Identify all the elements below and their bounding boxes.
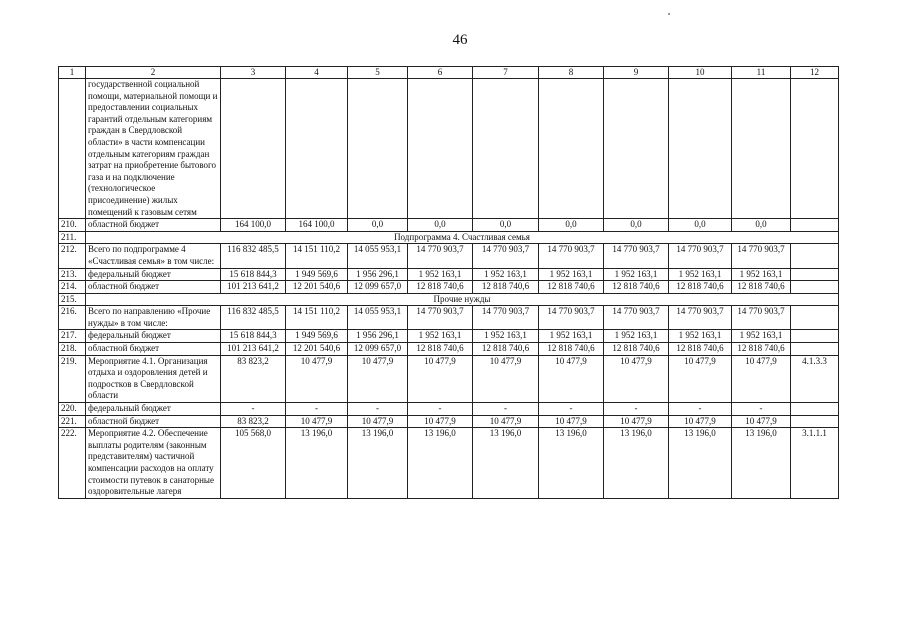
row-description: федеральный бюджет <box>86 268 221 281</box>
column-header: 12 <box>791 67 839 79</box>
value-cell: 1 952 163,1 <box>669 330 732 343</box>
value-cell: 1 952 163,1 <box>473 330 539 343</box>
value-cell: 10 477,9 <box>408 415 473 428</box>
table-row <box>59 306 839 330</box>
value-cell: - <box>604 403 669 416</box>
row-number: 218. <box>59 343 86 356</box>
column-header: 10 <box>669 67 732 79</box>
table-row <box>59 79 839 219</box>
table-row <box>59 219 839 232</box>
column-header: 11 <box>732 67 791 79</box>
value-cell: 1 956 296,1 <box>348 330 408 343</box>
section-title: Прочие нужды <box>86 293 839 306</box>
value-cell: 1 952 163,1 <box>539 268 604 281</box>
value-cell: 12 818 740,6 <box>732 343 791 356</box>
value-cell: 14 770 903,7 <box>473 244 539 268</box>
code-cell <box>791 244 839 268</box>
code-cell: 4.1.3.3 <box>791 355 839 402</box>
row-number: 212. <box>59 244 86 268</box>
value-cell <box>732 79 791 219</box>
value-cell: 12 201 540,6 <box>286 281 348 294</box>
value-cell: 14 151 110,2 <box>286 306 348 330</box>
value-cell: 101 213 641,2 <box>221 281 286 294</box>
value-cell: 10 477,9 <box>473 355 539 402</box>
code-cell <box>791 415 839 428</box>
value-cell: 12 818 740,6 <box>669 343 732 356</box>
value-cell: 1 952 163,1 <box>732 268 791 281</box>
row-description: Всего по подпрограмме 4 «Счастливая семья» в том числе: <box>86 244 221 268</box>
value-cell <box>539 79 604 219</box>
scan-speck <box>668 13 670 15</box>
row-number <box>59 79 86 219</box>
table-row <box>59 355 839 402</box>
value-cell: 83 823,2 <box>221 415 286 428</box>
value-cell: 105 568,0 <box>221 428 286 499</box>
table-row <box>59 268 839 281</box>
row-number: 210. <box>59 219 86 232</box>
value-cell: - <box>669 403 732 416</box>
value-cell: 14 770 903,7 <box>732 306 791 330</box>
value-cell: 1 952 163,1 <box>408 330 473 343</box>
value-cell <box>348 79 408 219</box>
row-description: федеральный бюджет <box>86 330 221 343</box>
row-number: 211. <box>59 231 86 244</box>
value-cell: 10 477,9 <box>604 415 669 428</box>
value-cell: 10 477,9 <box>348 415 408 428</box>
value-cell: 12 099 657,0 <box>348 281 408 294</box>
value-cell <box>286 79 348 219</box>
value-cell: 12 818 740,6 <box>604 343 669 356</box>
value-cell: 13 196,0 <box>286 428 348 499</box>
value-cell <box>473 79 539 219</box>
value-cell: 14 770 903,7 <box>473 306 539 330</box>
value-cell: 12 099 657,0 <box>348 343 408 356</box>
value-cell: 0,0 <box>408 219 473 232</box>
row-number: 220. <box>59 403 86 416</box>
column-header: 4 <box>286 67 348 79</box>
value-cell: 10 477,9 <box>286 415 348 428</box>
value-cell: 10 477,9 <box>732 415 791 428</box>
section-title: Подпрограмма 4. Счастливая семья <box>86 231 839 244</box>
column-header: 8 <box>539 67 604 79</box>
value-cell: 12 818 740,6 <box>473 343 539 356</box>
row-number: 219. <box>59 355 86 402</box>
value-cell: 10 477,9 <box>286 355 348 402</box>
value-cell: - <box>286 403 348 416</box>
row-number: 217. <box>59 330 86 343</box>
value-cell: 1 952 163,1 <box>604 330 669 343</box>
code-cell <box>791 281 839 294</box>
code-cell <box>791 330 839 343</box>
value-cell: 10 477,9 <box>539 355 604 402</box>
value-cell: 10 477,9 <box>669 355 732 402</box>
value-cell: 14 770 903,7 <box>539 306 604 330</box>
value-cell: - <box>348 403 408 416</box>
value-cell: - <box>408 403 473 416</box>
value-cell: 1 952 163,1 <box>539 330 604 343</box>
row-description: областной бюджет <box>86 281 221 294</box>
code-cell <box>791 343 839 356</box>
page-number: 46 <box>452 32 468 48</box>
value-cell: 164 100,0 <box>286 219 348 232</box>
header-row <box>59 67 839 79</box>
table-body <box>59 67 839 499</box>
value-cell: - <box>473 403 539 416</box>
value-cell: 0,0 <box>473 219 539 232</box>
column-header: 6 <box>408 67 473 79</box>
value-cell: 1 952 163,1 <box>473 268 539 281</box>
value-cell: 0,0 <box>348 219 408 232</box>
value-cell: 13 196,0 <box>348 428 408 499</box>
value-cell: 0,0 <box>732 219 791 232</box>
row-number: 221. <box>59 415 86 428</box>
value-cell: 14 770 903,7 <box>604 306 669 330</box>
table-row <box>59 281 839 294</box>
value-cell: 10 477,9 <box>669 415 732 428</box>
value-cell: 1 956 296,1 <box>348 268 408 281</box>
value-cell: 12 818 740,6 <box>539 343 604 356</box>
value-cell: 10 477,9 <box>473 415 539 428</box>
value-cell: 116 832 485,5 <box>221 244 286 268</box>
value-cell: 1 952 163,1 <box>669 268 732 281</box>
column-header: 9 <box>604 67 669 79</box>
value-cell <box>669 79 732 219</box>
value-cell: 10 477,9 <box>732 355 791 402</box>
value-cell: 13 196,0 <box>604 428 669 499</box>
value-cell: 12 818 740,6 <box>473 281 539 294</box>
table-row <box>59 415 839 428</box>
value-cell: 12 818 740,6 <box>408 281 473 294</box>
row-number: 214. <box>59 281 86 294</box>
value-cell: 15 618 844,3 <box>221 330 286 343</box>
value-cell: 14 770 903,7 <box>669 306 732 330</box>
value-cell: 12 818 740,6 <box>669 281 732 294</box>
budget-table <box>58 66 839 499</box>
value-cell: 1 949 569,6 <box>286 330 348 343</box>
value-cell: 10 477,9 <box>604 355 669 402</box>
table-row <box>59 343 839 356</box>
value-cell <box>221 79 286 219</box>
row-description: областной бюджет <box>86 343 221 356</box>
row-description: областной бюджет <box>86 415 221 428</box>
value-cell: 14 770 903,7 <box>604 244 669 268</box>
row-number: 216. <box>59 306 86 330</box>
value-cell: 14 055 953,1 <box>348 244 408 268</box>
value-cell: 10 477,9 <box>348 355 408 402</box>
value-cell <box>604 79 669 219</box>
row-number: 222. <box>59 428 86 499</box>
value-cell: 12 818 740,6 <box>732 281 791 294</box>
column-header: 1 <box>59 67 86 79</box>
code-cell <box>791 306 839 330</box>
value-cell: 13 196,0 <box>669 428 732 499</box>
row-number: 215. <box>59 293 86 306</box>
value-cell: 13 196,0 <box>473 428 539 499</box>
table-row <box>59 244 839 268</box>
row-description: областной бюджет <box>86 219 221 232</box>
value-cell: 13 196,0 <box>732 428 791 499</box>
value-cell: 13 196,0 <box>539 428 604 499</box>
row-number: 213. <box>59 268 86 281</box>
row-description: Всего по направлению «Прочие нужды» в том числе: <box>86 306 221 330</box>
value-cell: - <box>221 403 286 416</box>
row-description: государственной социальной помощи, материальной помощи и предоставлении социальных гарантий отдельным категориям граждан в Свердловской области» в части компенсации отдельным категориям граждан затрат на приобретение бытового газа и на подключение (технологическое присоединение) жилых помещений к газовым сетям <box>86 79 221 219</box>
section-row <box>59 231 839 244</box>
value-cell: 14 151 110,2 <box>286 244 348 268</box>
value-cell: 1 952 163,1 <box>732 330 791 343</box>
value-cell: 13 196,0 <box>408 428 473 499</box>
value-cell: 1 952 163,1 <box>604 268 669 281</box>
value-cell: 0,0 <box>669 219 732 232</box>
value-cell: 14 770 903,7 <box>539 244 604 268</box>
column-header: 2 <box>86 67 221 79</box>
value-cell: 14 770 903,7 <box>408 306 473 330</box>
value-cell: 164 100,0 <box>221 219 286 232</box>
row-description: Мероприятие 4.2. Обеспечение выплаты родителям (законным представителям) частичной компенсации расходов на оплату стоимости путевок в санаторные оздоровительные лагеря <box>86 428 221 499</box>
code-cell <box>791 79 839 219</box>
code-cell: 3.1.1.1 <box>791 428 839 499</box>
row-description: федеральный бюджет <box>86 403 221 416</box>
value-cell: 14 770 903,7 <box>408 244 473 268</box>
row-description: Мероприятие 4.1. Организация отдыха и оздоровления детей и подростков в Свердловской области <box>86 355 221 402</box>
table-row <box>59 330 839 343</box>
value-cell: 12 201 540,6 <box>286 343 348 356</box>
table-row <box>59 403 839 416</box>
value-cell: 10 477,9 <box>408 355 473 402</box>
value-cell: 12 818 740,6 <box>539 281 604 294</box>
code-cell <box>791 219 839 232</box>
value-cell: 15 618 844,3 <box>221 268 286 281</box>
value-cell: 116 832 485,5 <box>221 306 286 330</box>
column-header: 5 <box>348 67 408 79</box>
value-cell: 1 952 163,1 <box>408 268 473 281</box>
value-cell: 0,0 <box>539 219 604 232</box>
value-cell: 83 823,2 <box>221 355 286 402</box>
value-cell: - <box>539 403 604 416</box>
section-row <box>59 293 839 306</box>
value-cell: 12 818 740,6 <box>408 343 473 356</box>
value-cell: 12 818 740,6 <box>604 281 669 294</box>
value-cell <box>408 79 473 219</box>
value-cell: - <box>732 403 791 416</box>
value-cell: 10 477,9 <box>539 415 604 428</box>
column-header: 3 <box>221 67 286 79</box>
value-cell: 14 770 903,7 <box>669 244 732 268</box>
value-cell: 101 213 641,2 <box>221 343 286 356</box>
code-cell <box>791 403 839 416</box>
value-cell: 14 055 953,1 <box>348 306 408 330</box>
code-cell <box>791 268 839 281</box>
table-row <box>59 428 839 499</box>
column-header: 7 <box>473 67 539 79</box>
value-cell: 14 770 903,7 <box>732 244 791 268</box>
value-cell: 1 949 569,6 <box>286 268 348 281</box>
value-cell: 0,0 <box>604 219 669 232</box>
